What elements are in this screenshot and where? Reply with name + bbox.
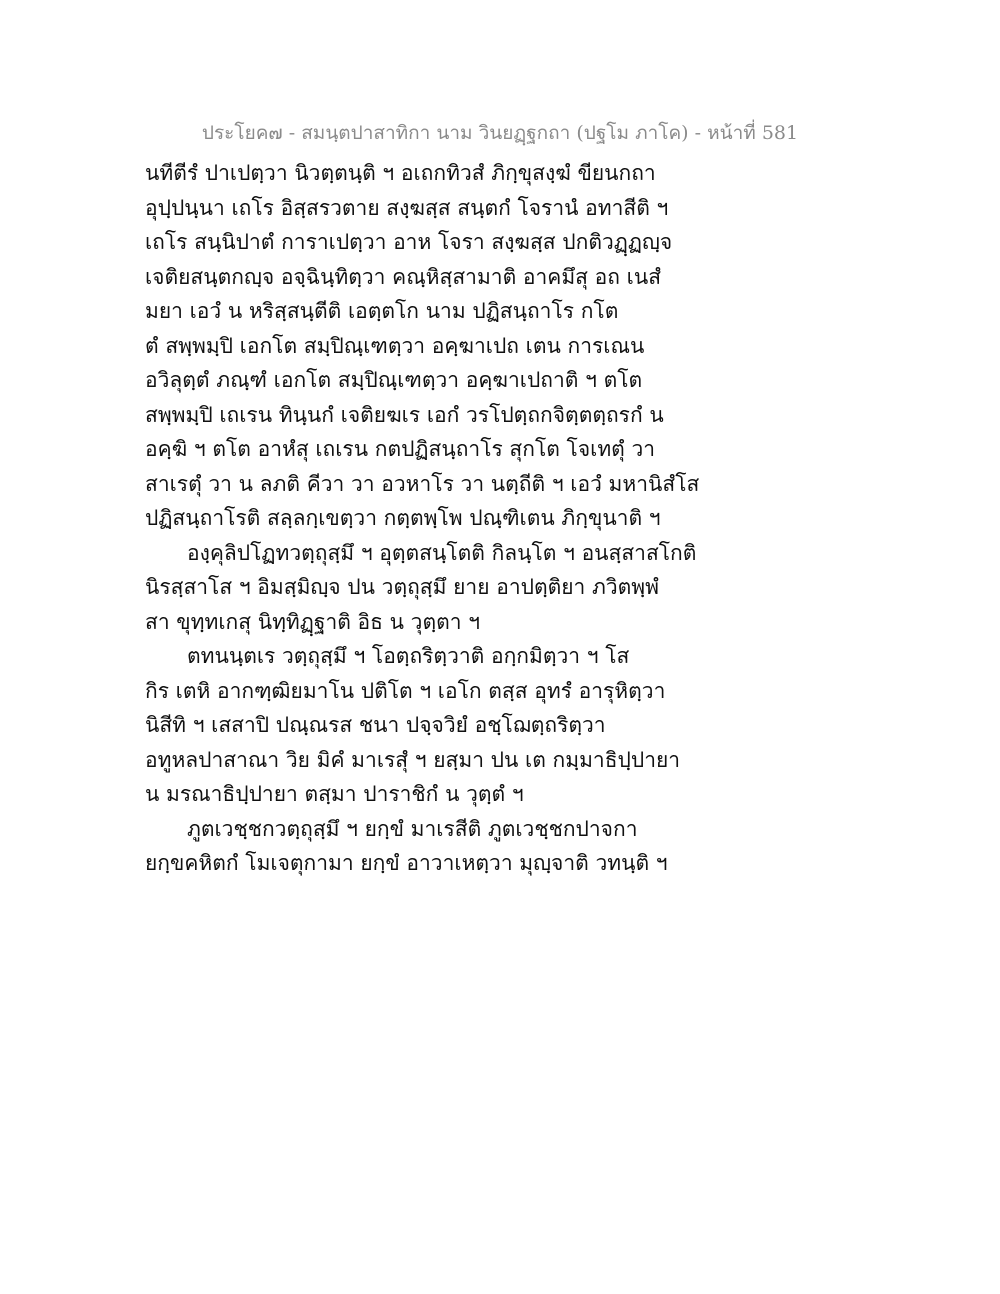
- text-line: มยา เอวํ น หริสฺสนฺตีติ เอตฺตโก นาม ปฏิสนฺถาโร กโต: [145, 299, 619, 323]
- page-header: [0, 118, 1000, 148]
- text-line: อุปฺปนฺนา เถโร อิสฺสรวตาย สงฺฆสฺส สนฺตกํ โจรานํ อทาสีติ ฯ: [145, 195, 669, 220]
- text-line: สาเรตุํ วา น ลภติ คีวา วา อวหาโร วา นตฺถีติ ฯ เอวํ มหานิสํโส: [145, 471, 700, 496]
- text-line: ตํ สพฺพมฺปิ เอกโต สมฺปิณฺเฑตฺวา อคฺฆาเปถ เตน การเณน: [145, 333, 645, 358]
- text-line: เถโร สนฺนิปาตํ การาเปตฺวา อาห โจรา สงฺฆสฺส ปกติวฏฺฏญฺจ: [145, 230, 673, 254]
- text-line: สพฺพมฺปิ เถเรน ทินฺนกํ เจติยฆเร เอกํ วรโปตฺถกจิตฺตตฺถรกํ น: [145, 402, 664, 427]
- body-text: [145, 156, 845, 881]
- text-line: อคฺฆิ ฯ ตโต อาหํสุ เถเรน กตปฏิสนฺถาโร สุกโต โจเทตุํ วา: [145, 437, 656, 461]
- text-line: นทีตีรํ ปาเปตฺวา นิวตฺตนฺติ ฯ อเถกทิวสํ ภิกฺขุสงฺฆํ ขียนกถา: [145, 161, 656, 185]
- text-line: ตทนนฺตเร วตฺถุสฺมึ ฯ โอตฺถริตฺวาติ อกฺกมิตฺวา ฯ โส: [187, 644, 630, 668]
- text-line: นิสีทิ ฯ เสสาปิ ปณฺณรส ชนา ปจฺจวิยํ อชฺโฌตฺถริตฺวา: [145, 713, 606, 737]
- text-line: อทูหลปาสาณา วิย มิคํ มาเรสุํ ฯ ยสฺมา ปน เต กมฺมาธิปฺปายา: [145, 747, 681, 772]
- page-header-text: ประโยค๗ - สมนฺตปาสาทิกา นาม วินยฏฺฐกถา (ปฐโม ภาโค) - หน้าที่ 581: [201, 122, 799, 144]
- text-line: สา ขุทฺทเกสุ นิทฺทิฏฺฐาติ อิธ น วุตฺตา ฯ: [145, 609, 481, 634]
- text-line: ภูตเวชฺชกวตฺถุสฺมึ ฯ ยกฺขํ มาเรสีติ ภูตเวชฺชกปาจกา: [187, 816, 638, 841]
- text-line: องฺคุลิปโฏทวตฺถุสฺมึ ฯ อุตฺตสนฺโตติ กิลนฺโต ฯ อนสฺสาสโกติ: [187, 540, 697, 565]
- text-line: เจติยสนฺตกญฺจ อจฺฉินฺทิตฺวา คณฺหิสฺสามาติ อาคมึสุ อถ เนสํ: [145, 264, 662, 289]
- text-line: อวิลุตฺตํ ภณฺฑํ เอกโต สมฺปิณฺเฑตฺวา อคฺฆาเปถาติ ฯ ตโต: [145, 368, 643, 392]
- text-line: น มรณาธิปฺปายา ตสฺมา ปาราชิกํ น วุตฺตํ ฯ: [145, 782, 524, 806]
- text-line: กิร เตหิ อากฑฺฒิยมาโน ปติโต ฯ เอโก ตสฺส อุทรํ อารุหิตฺวา: [145, 678, 666, 703]
- text-line: ยกฺขคหิตกํ โมเจตุกามา ยกฺขํ อาวาเหตฺวา มุญฺจาติ วทนฺติ ฯ: [145, 851, 668, 875]
- text-line: นิรสฺสาโส ฯ อิมสฺมิญฺจ ปน วตฺถุสฺมึ ยาย อาปตฺติยา ภวิตพฺพํ: [145, 575, 659, 599]
- text-line: ปฏิสนฺถาโรติ สลฺลกฺเขตฺวา กตฺตพฺโพ ปณฺฑิเตน ภิกฺขุนาติ ฯ: [145, 506, 661, 530]
